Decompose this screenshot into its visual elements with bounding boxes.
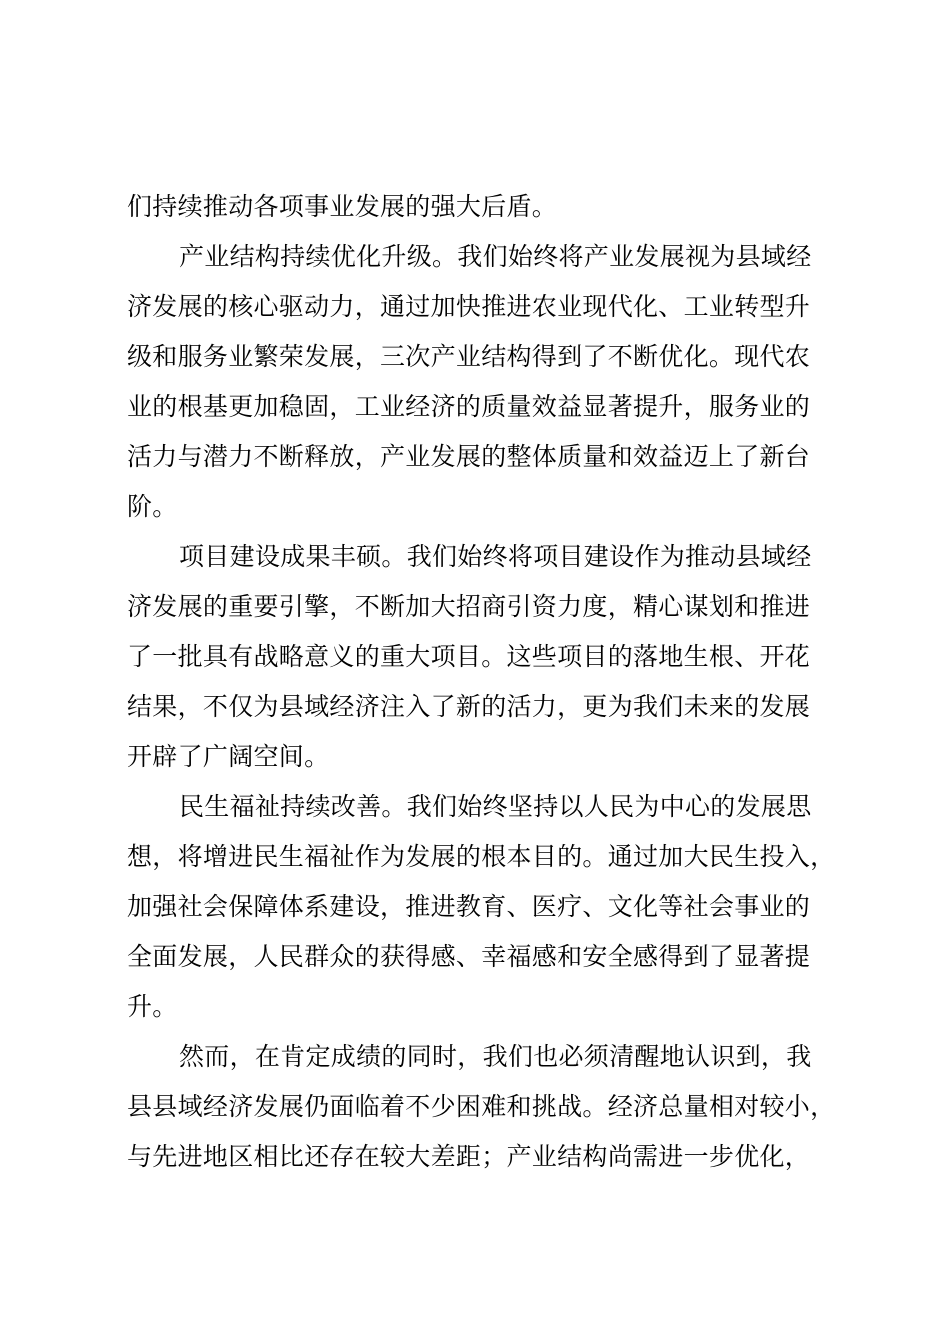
text-line: 结果，不仅为县域经济注入了新的活力，更为我们未来的发展 bbox=[127, 692, 811, 721]
text-line: 项目建设成果丰硕。我们始终将项目建设作为推动县域经 bbox=[179, 542, 812, 571]
text-line: 阶。 bbox=[127, 492, 178, 521]
text-line: 加强社会保障体系建设，推进教育、医疗、文化等社会事业的 bbox=[127, 892, 811, 921]
text-line: 业的根基更加稳固，工业经济的质量效益显著提升，服务业的 bbox=[127, 392, 811, 421]
text-line: 然而，在肯定成绩的同时，我们也必须清醒地认识到，我 bbox=[179, 1042, 812, 1071]
text-line: 级和服务业繁荣发展，三次产业结构得到了不断优化。现代农 bbox=[127, 342, 811, 371]
text-line: 们持续推动各项事业发展的强大后盾。 bbox=[127, 192, 558, 221]
text-line: 产业结构持续优化升级。我们始终将产业发展视为县域经 bbox=[179, 242, 812, 271]
text-line: 济发展的核心驱动力，通过加快推进农业现代化、工业转型升 bbox=[127, 292, 811, 321]
text-line: 想，将增进民生福祉作为发展的根本目的。通过加大民生投入， bbox=[127, 842, 836, 871]
text-line: 开辟了广阔空间。 bbox=[127, 742, 330, 771]
text-line: 升。 bbox=[127, 992, 178, 1021]
text-line: 济发展的重要引擎，不断加大招商引资力度，精心谋划和推进 bbox=[127, 592, 811, 621]
text-line: 活力与潜力不断释放，产业发展的整体质量和效益迈上了新台 bbox=[127, 442, 811, 471]
body-text bbox=[127, 182, 857, 1182]
text-line: 全面发展，人民群众的获得感、幸福感和安全感得到了显著提 bbox=[127, 942, 811, 971]
text-line: 民生福祉持续改善。我们始终坚持以人民为中心的发展思 bbox=[179, 792, 812, 821]
text-line: 县县域经济发展仍面临着不少困难和挑战。经济总量相对较小， bbox=[127, 1092, 836, 1121]
text-line: 了一批具有战略意义的重大项目。这些项目的落地生根、开花 bbox=[127, 642, 811, 671]
text-line: 与先进地区相比还存在较大差距；产业结构尚需进一步优化， bbox=[127, 1142, 811, 1171]
